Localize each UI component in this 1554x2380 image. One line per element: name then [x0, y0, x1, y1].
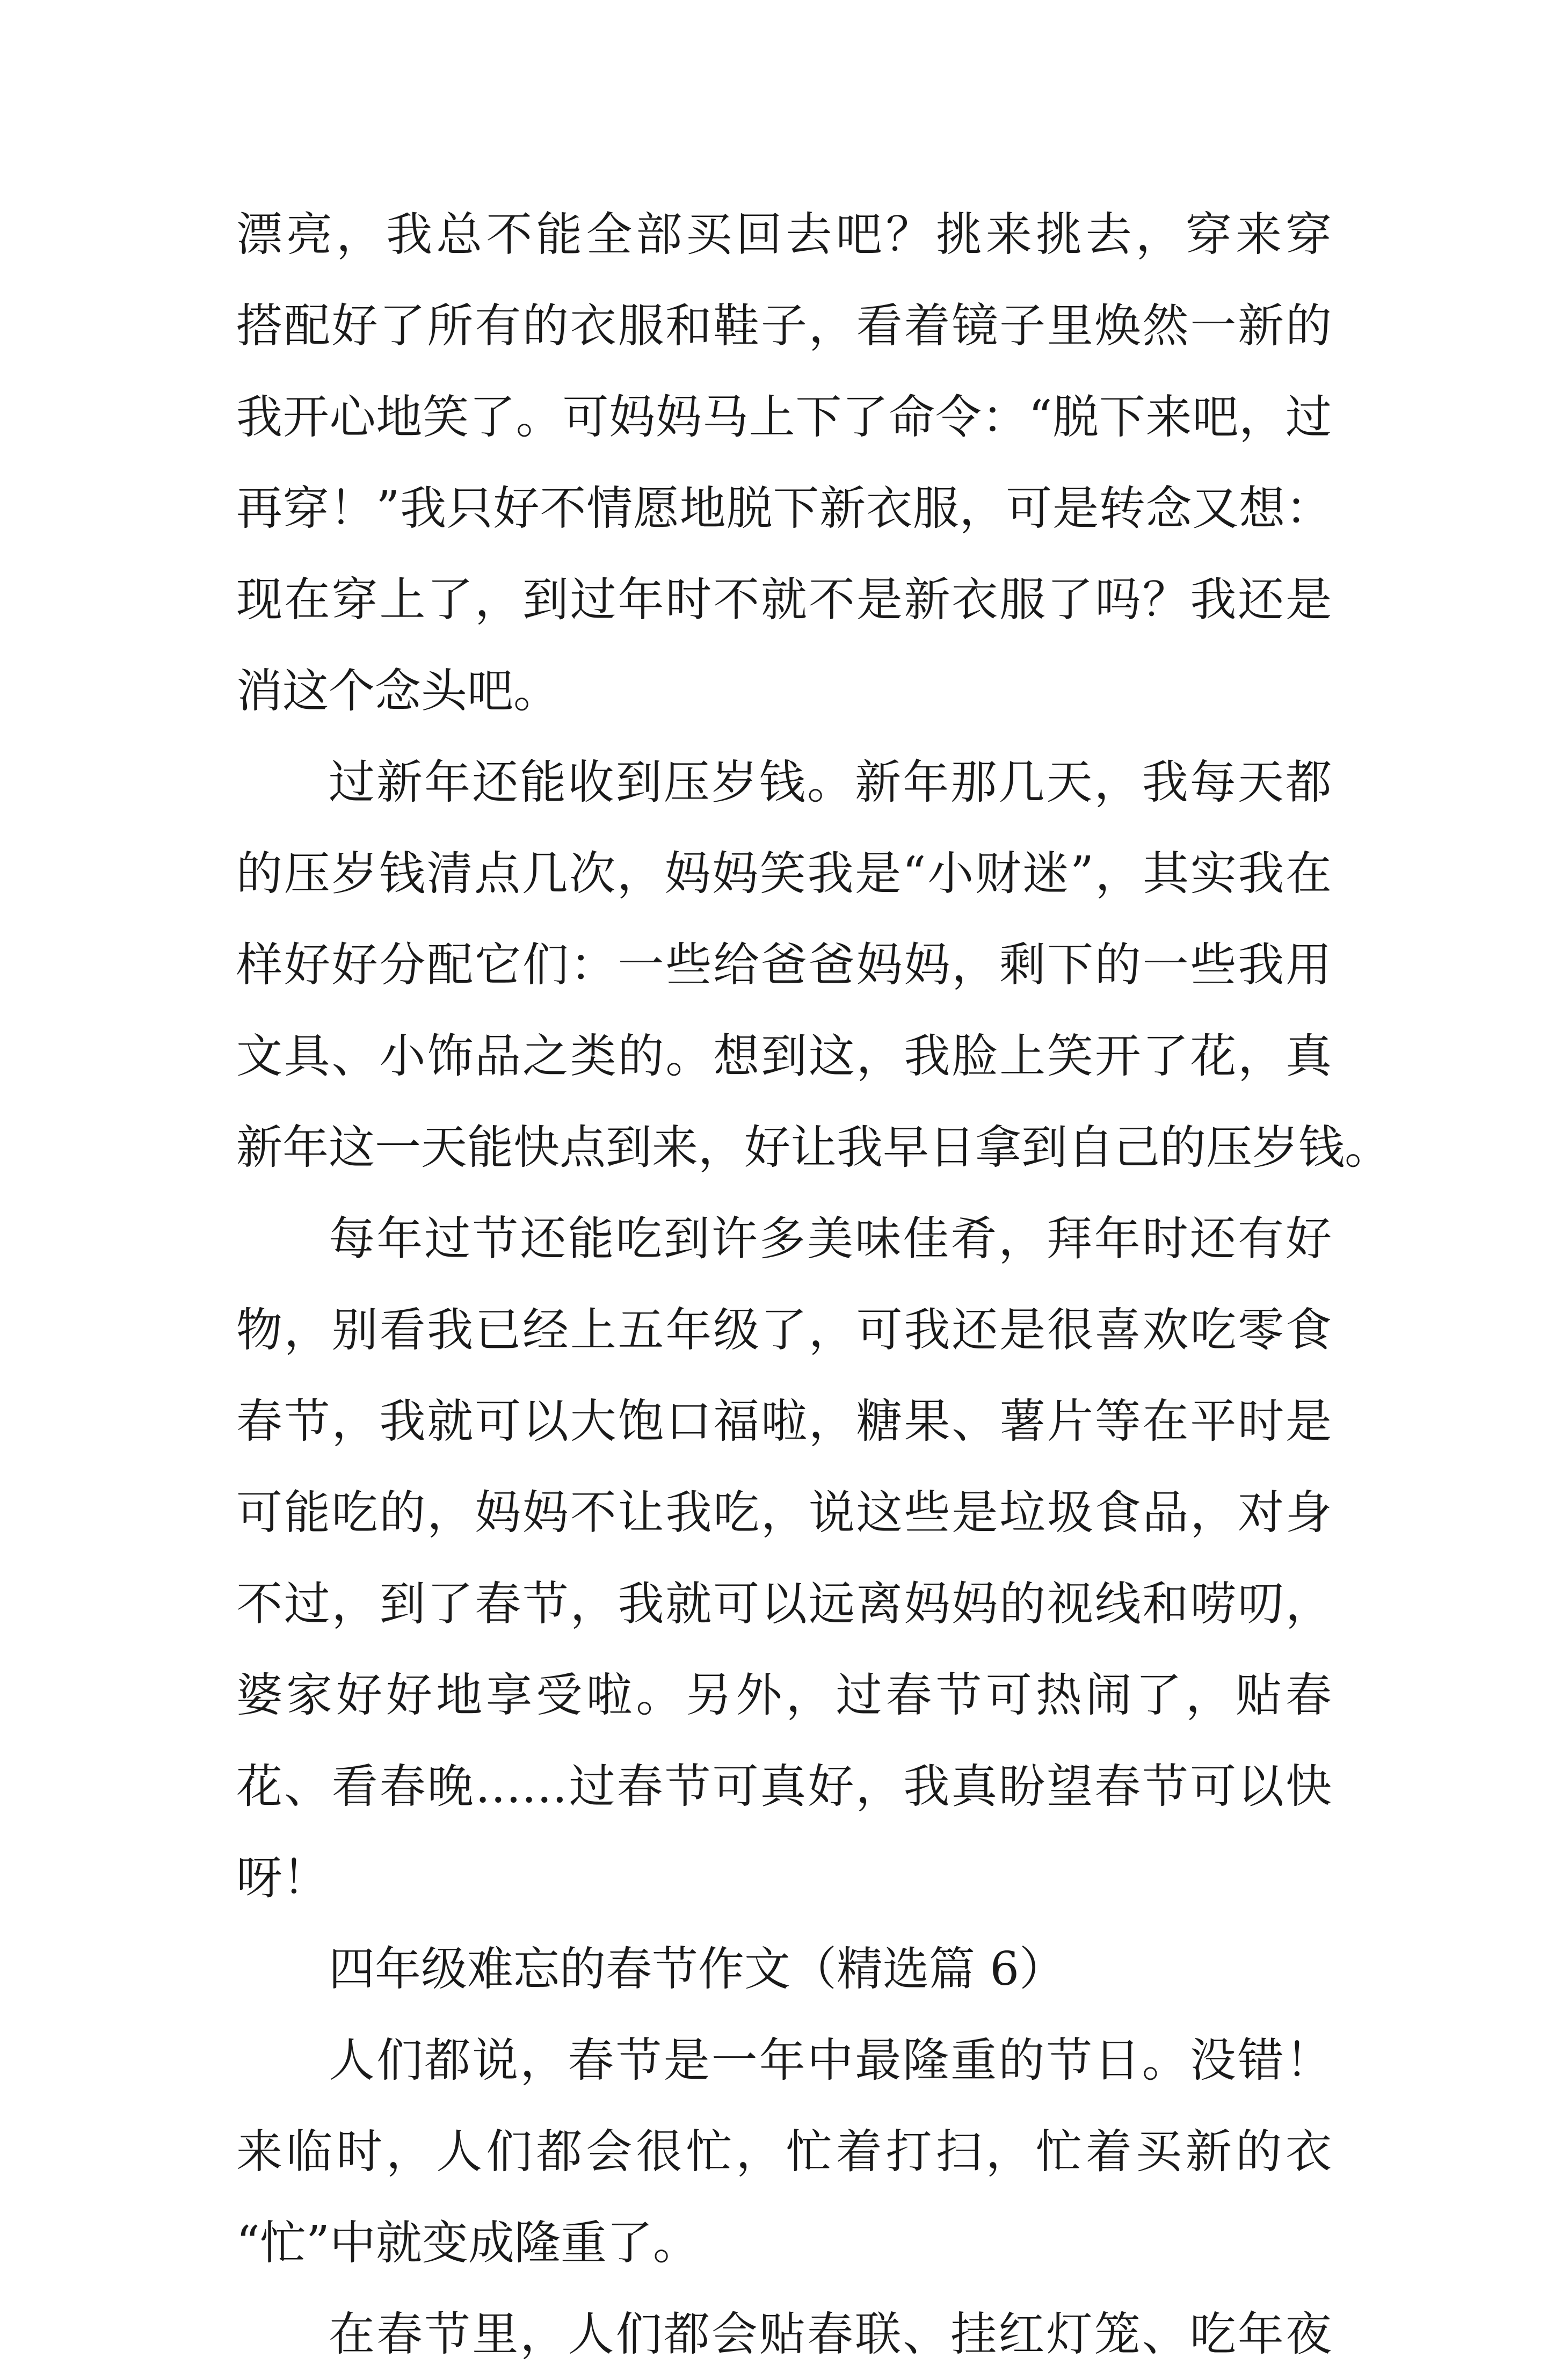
text-line: 漂亮，我总不能全部买回去吧？挑来挑去，穿来穿	[236, 208, 1332, 262]
text-line: 春节，我就可以大饱口福啦，糖果、薯片等在平时是	[236, 1395, 1332, 1448]
article-body	[236, 189, 1391, 2380]
text-line: 现在穿上了，到过年时不就不是新衣服了吗？我还是	[236, 573, 1332, 627]
text-line: 可能吃的，妈妈不让我吃，说这些是垃圾食品，对身	[236, 1486, 1332, 1540]
text-line: “忙”中就变成隆重了。	[236, 2216, 699, 2270]
text-line: 文具、小饰品之类的。想到这，我脸上笑开了花，真	[236, 1029, 1332, 1083]
text-line: 过新年还能收到压岁钱。新年那几天，我每天都	[329, 756, 1332, 809]
text-line: 四年级难忘的春节作文（精选篇 6）	[329, 1942, 1066, 1996]
text-line: 的压岁钱清点几次，妈妈笑我是“小财迷”，其实我在	[236, 847, 1332, 901]
text-line: 样好好分配它们：一些给爸爸妈妈，剩下的一些我用	[236, 938, 1332, 992]
text-line: 婆家好好地享受啦。另外，过春节可热闹了，贴春	[236, 1668, 1332, 1722]
text-line: 我开心地笑了。可妈妈马上下了命令：“脱下来吧，过	[236, 390, 1332, 444]
text-line: 消这个念头吧。	[236, 664, 560, 718]
text-line: 物，别看我已经上五年级了，可我还是很喜欢吃零食	[236, 1303, 1332, 1357]
text-line: 再穿！”我只好不情愿地脱下新衣服，可是转念又想：	[236, 482, 1332, 535]
text-line: 人们都说，春节是一年中最隆重的节日。没错！	[329, 2034, 1332, 2087]
text-line: 搭配好了所有的衣服和鞋子，看着镜子里焕然一新的	[236, 299, 1332, 353]
text-line: 花、看春晚……过春节可真好，我真盼望春节可以快	[236, 1760, 1332, 1813]
text-line: 每年过节还能吃到许多美味佳肴，拜年时还有好	[329, 1212, 1332, 1266]
text-line: 新年这一天能快点到来，好让我早日拿到自己的压岁钱。	[236, 1121, 1391, 1174]
text-line: 呀！	[236, 1851, 329, 1905]
text-line: 在春节里，人们都会贴春联、挂红灯笼、吃年夜	[329, 2308, 1332, 2361]
text-line: 来临时，人们都会很忙，忙着打扫，忙着买新的衣	[236, 2125, 1332, 2179]
text-line: 不过，到了春节，我就可以远离妈妈的视线和唠叨，	[236, 1577, 1332, 1631]
